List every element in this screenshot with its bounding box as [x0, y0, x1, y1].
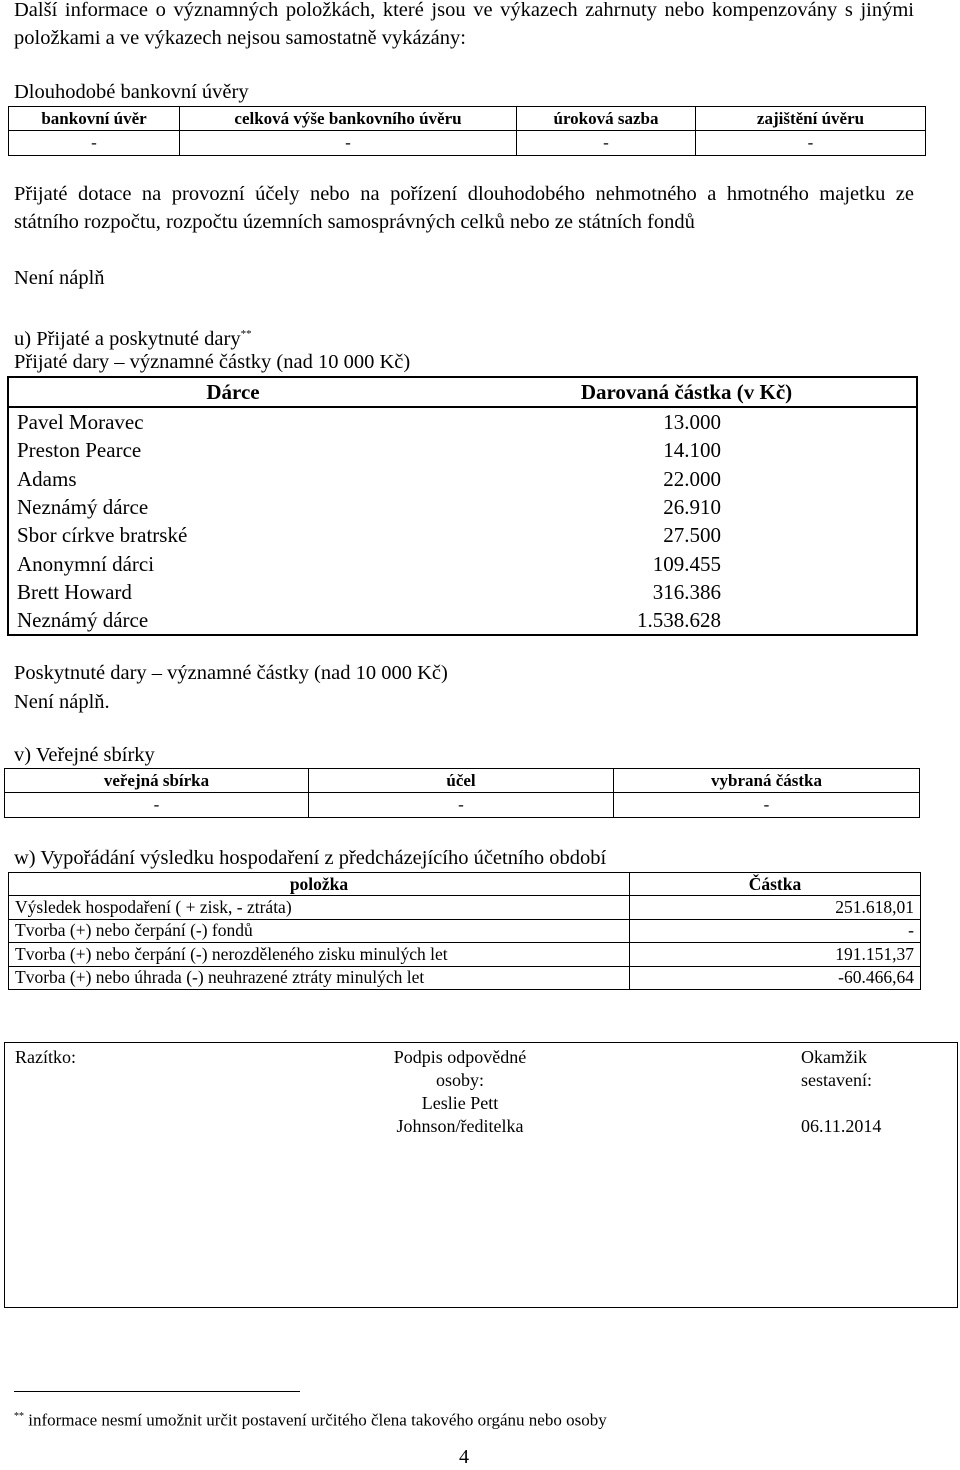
loans-row — [9, 131, 926, 156]
donor-row — [8, 549, 917, 577]
gifts-footnote-mark: ** — [240, 328, 252, 340]
loans-header-row — [9, 107, 926, 131]
settlement-row — [9, 943, 921, 967]
collections-title: v) Veřejné sbírky — [14, 744, 155, 766]
collections-header-purpose: účel — [309, 769, 614, 793]
loans-cell: - — [9, 131, 180, 156]
donor-name: Neznámý dárce — [17, 608, 149, 633]
donors-table — [7, 376, 918, 636]
responsible-person-block — [365, 1046, 555, 1138]
settlement-row — [9, 919, 921, 943]
donor-name: Preston Pearce — [17, 438, 142, 463]
donor-row — [8, 521, 917, 549]
loans-cell: - — [180, 131, 517, 156]
donor-row — [8, 465, 917, 493]
collections-cell: - — [614, 793, 920, 818]
donor-amount: 27.500 — [663, 523, 721, 548]
collections-cell: - — [5, 793, 309, 818]
donors-header-donor: Dárce — [8, 377, 457, 407]
donor-name: Brett Howard — [17, 579, 132, 604]
donor-amount: 26.910 — [663, 495, 721, 520]
donor-amount: 14.100 — [663, 438, 721, 463]
responsible-person-label-line1: Podpis odpovědné — [393, 1047, 527, 1067]
settlement-header-item: položka — [9, 873, 630, 896]
loans-cell: - — [696, 131, 926, 156]
compilation-date-label-line2: sestavení: — [801, 1070, 872, 1090]
donor-row — [8, 493, 917, 521]
footnote-mark: ** — [14, 1411, 24, 1422]
settlement-amount: - — [630, 919, 921, 943]
donor-name: Anonymní dárci — [17, 551, 155, 576]
responsible-person-role: Johnson/ředitelka — [396, 1116, 524, 1136]
signature-box — [4, 1042, 958, 1308]
footnote-text: informace nesmí umožnit určit postavení určitého člena takového orgánu nebo osoby — [28, 1410, 607, 1430]
gifts-given-empty: Není náplň. — [14, 691, 110, 713]
donors-header-row — [8, 377, 917, 407]
subsidies-empty-note: Není náplň — [14, 267, 105, 289]
donor-row — [8, 436, 917, 464]
donor-amount: 22.000 — [663, 466, 721, 491]
compilation-date-spacer — [801, 1092, 881, 1115]
footnote-divider — [14, 1391, 300, 1392]
settlement-header-row — [9, 873, 921, 896]
settlement-table — [8, 872, 921, 990]
donor-row — [8, 606, 917, 635]
gifts-received-title: Přijaté dary – významné částky (nad 10 000 Kč) — [14, 351, 411, 373]
responsible-person-label-line2: osoby: — [435, 1070, 484, 1090]
loans-cell: - — [517, 131, 696, 156]
donor-row — [8, 407, 917, 436]
donor-amount: 109.455 — [652, 551, 721, 576]
donor-name: Adams — [17, 466, 77, 491]
donor-name: Sbor církve bratrské — [17, 523, 188, 548]
subsidies-paragraph: Přijaté dotace na provozní účely nebo na pořízení dlouhodobého nehmotného a hmotného majetku ze státního rozpočtu, rozpočtu územních samosprávných celků nebo ze státních fondů — [14, 183, 914, 233]
donor-name: Neznámý dárce — [17, 495, 149, 520]
settlement-item: Tvorba (+) nebo úhrada (-) neuhrazené ztráty minulých let — [9, 966, 630, 990]
settlement-amount: -60.466,64 — [630, 966, 921, 990]
settlement-row — [9, 896, 921, 920]
gifts-title-text: u) Přijaté a poskytnuté dary — [14, 327, 241, 350]
compilation-date-block — [801, 1046, 881, 1138]
settlement-title: w) Vypořádání výsledku hospodaření z předcházejícího účetního období — [14, 847, 607, 869]
collections-table — [4, 768, 920, 818]
compilation-date-label-line1: Okamžik — [801, 1047, 867, 1067]
page-number: 4 — [459, 1446, 469, 1468]
loans-header-security: zajištění úvěru — [696, 107, 926, 131]
donor-row — [8, 578, 917, 606]
settlement-item: Tvorba (+) nebo čerpání (-) fondů — [9, 919, 630, 943]
settlement-amount: 191.151,37 — [630, 943, 921, 967]
settlement-amount: 251.618,01 — [630, 896, 921, 920]
collections-header-row — [5, 769, 920, 793]
intro-paragraph: Další informace o významných položkách, které jsou ve výkazech zahrnuty nebo kompenzovány s jinými položkami a ve výkazech nejsou samostatně vykázány: — [14, 0, 914, 49]
loans-header-rate: úroková sazba — [517, 107, 696, 131]
loans-title: Dlouhodobé bankovní úvěry — [14, 81, 249, 103]
loans-header-total: celková výše bankovního úvěru — [180, 107, 517, 131]
donor-amount: 13.000 — [663, 410, 721, 435]
settlement-item: Tvorba (+) nebo čerpání (-) nerozděleného zisku minulých let — [9, 943, 630, 967]
gifts-given-title: Poskytnuté dary – významné částky (nad 10 000 Kč) — [14, 662, 448, 684]
settlement-item: Výsledek hospodaření ( + zisk, - ztráta) — [9, 896, 630, 920]
collections-cell: - — [309, 793, 614, 818]
settlement-row — [9, 966, 921, 990]
footnote — [14, 1404, 607, 1434]
donors-header-amount: Darovaná částka (v Kč) — [457, 377, 917, 407]
compilation-date: 06.11.2014 — [801, 1116, 882, 1136]
responsible-person-name: Leslie Pett — [421, 1093, 499, 1113]
collections-header-amount: vybraná částka — [614, 769, 920, 793]
donor-name: Pavel Moravec — [17, 410, 144, 435]
stamp-label: Razítko: — [15, 1047, 76, 1067]
collections-row — [5, 793, 920, 818]
loans-table — [8, 106, 926, 156]
collections-header-name: veřejná sbírka — [5, 769, 309, 793]
donor-amount: 316.386 — [652, 579, 721, 604]
donor-amount: 1.538.628 — [637, 608, 721, 633]
loans-header-bank-loan: bankovní úvěr — [9, 107, 180, 131]
settlement-header-amount: Částka — [630, 873, 921, 896]
